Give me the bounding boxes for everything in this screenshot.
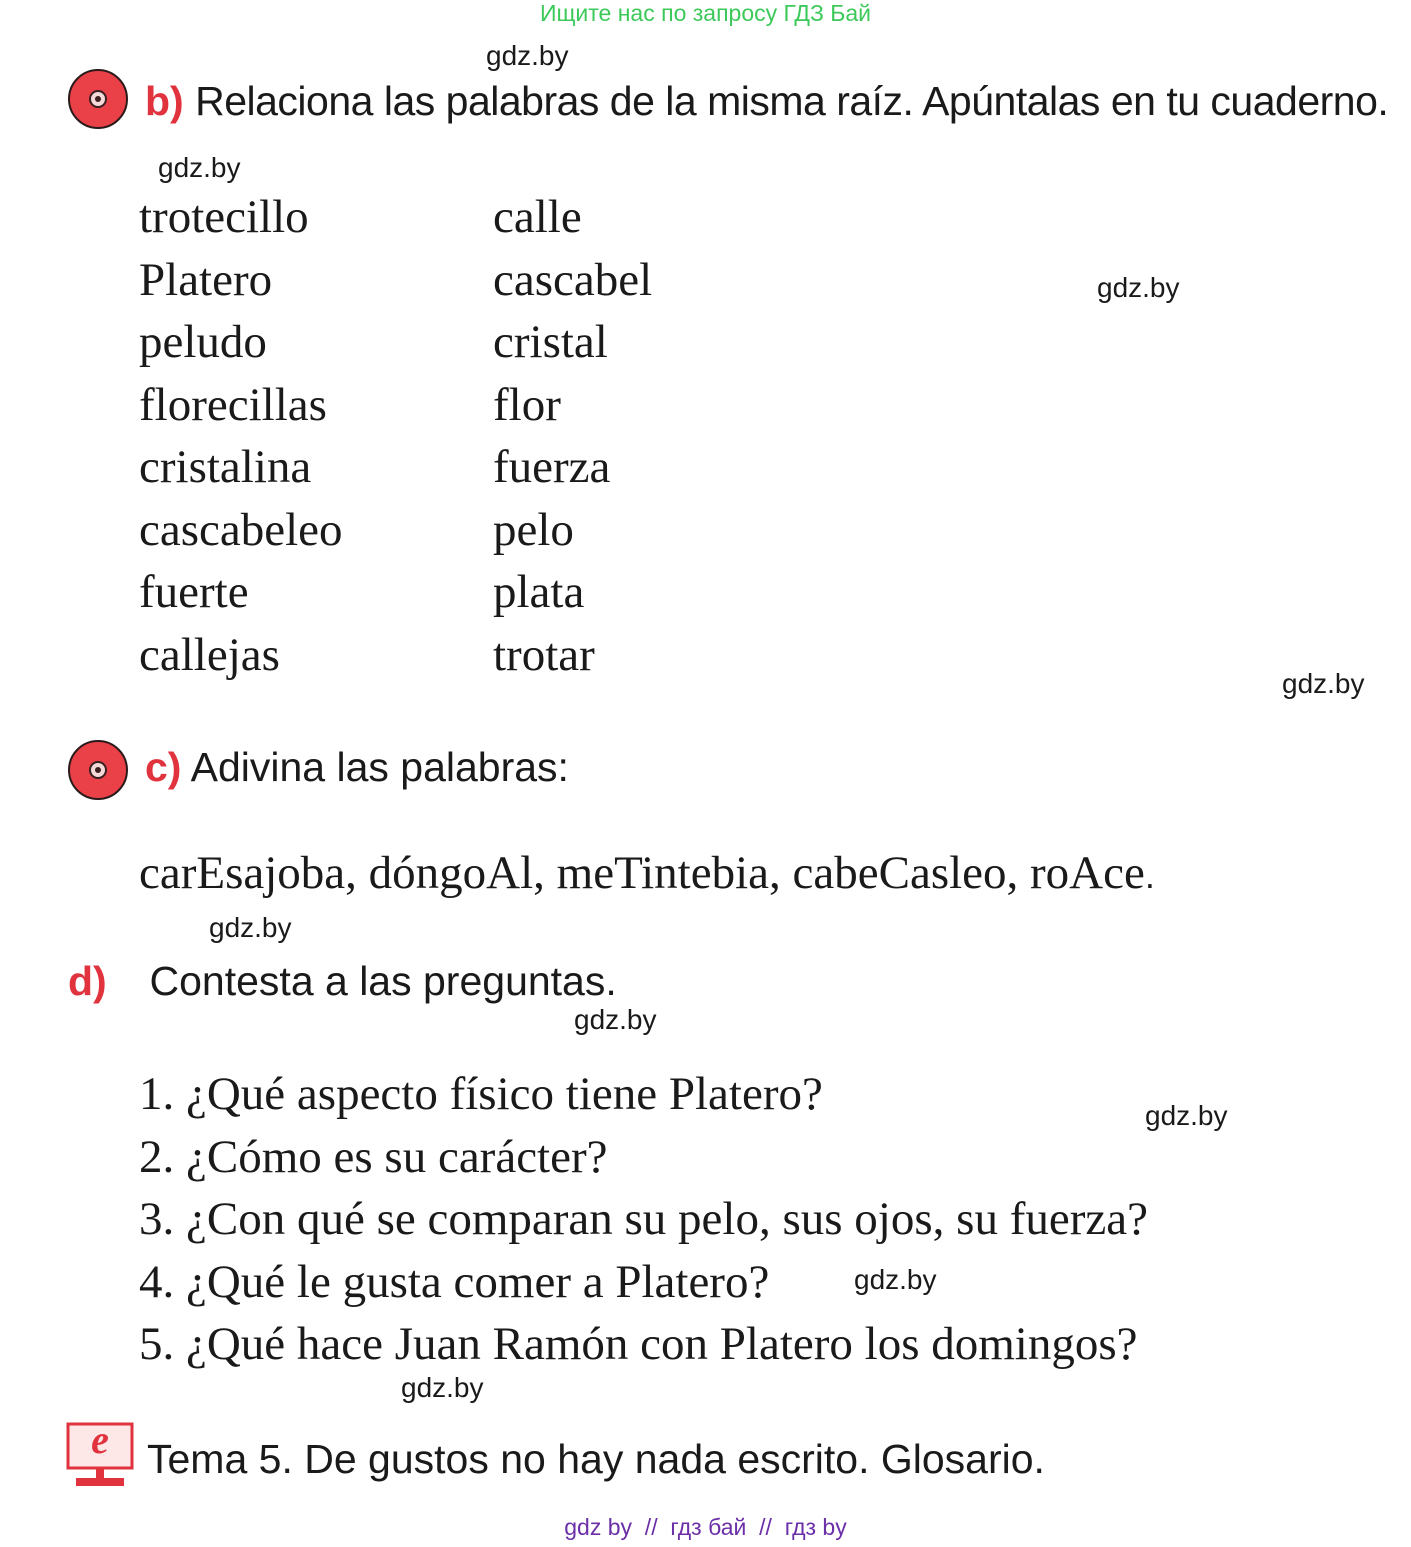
word-item: florecillas <box>139 378 327 431</box>
exercise-letter: c) <box>145 744 182 790</box>
watermark: gdz.by <box>574 1004 657 1035</box>
word-item: cascabeleo <box>139 503 343 556</box>
question-item: 5. ¿Qué hace Juan Ramón con Platero los domingos? <box>139 1318 1138 1370</box>
exercise-c-heading <box>145 744 569 791</box>
e-learning-monitor-icon[interactable] <box>66 1417 134 1490</box>
top-banner[interactable]: Ищите нас по запросу ГДЗ Бай <box>539 0 872 26</box>
question-item: 2. ¿Cómo es su carácter? <box>139 1130 608 1183</box>
word-item: pelo <box>493 503 574 556</box>
watermark: gdz.by <box>209 912 292 943</box>
exercise-letter: d) <box>68 958 107 1004</box>
glossary-link[interactable]: Tema 5. De gustos no hay nada escrito. Glosario. <box>147 1436 1045 1482</box>
exercise-b-heading <box>145 78 1388 125</box>
watermark: gdz.by <box>401 1372 484 1403</box>
word-item: cristalina <box>139 441 312 493</box>
question-item: 1. ¿Qué aspecto físico tiene Platero? <box>139 1068 823 1120</box>
exercise-instruction: Relaciona las palabras de la misma raíz. Apúntalas en tu cuaderno. <box>195 78 1389 124</box>
word-item: peludo <box>139 316 267 368</box>
word-item: Platero <box>139 253 273 306</box>
word-item: callejas <box>139 628 280 681</box>
glossary-icon-letter: e <box>91 1417 109 1462</box>
watermark: gdz.by <box>1282 668 1365 699</box>
watermark: gdz.by <box>854 1264 937 1295</box>
word-item: fuerza <box>493 441 611 493</box>
scrambled-words-period: . <box>1144 855 1155 896</box>
watermark: gdz.by <box>1145 1100 1228 1131</box>
word-item: cristal <box>493 316 608 368</box>
watermark: gdz.by <box>486 40 569 71</box>
right-word-column <box>493 186 652 686</box>
scrambled-words-text: carEsajoba, dóngoAl, meTintebia, cabeCasleo, roAce <box>139 847 1145 899</box>
scrambled-words <box>139 846 1155 900</box>
exercise-instruction: Adivina las palabras: <box>190 744 569 790</box>
question-item: 4. ¿Qué le gusta comer a Platero? <box>139 1255 770 1308</box>
word-item: trotar <box>493 628 595 681</box>
audio-disc-icon[interactable] <box>68 69 128 129</box>
question-list <box>139 1063 1148 1376</box>
word-item: calle <box>493 191 582 243</box>
word-item: trotecillo <box>139 191 309 243</box>
watermark: gdz.by <box>1097 272 1180 303</box>
exercise-instruction: Contesta a las preguntas. <box>149 958 617 1004</box>
exercise-letter: b) <box>145 78 184 124</box>
question-item: 3. ¿Con qué se comparan su pelo, sus ojos, su fuerza? <box>139 1193 1148 1245</box>
word-item: plata <box>493 566 585 618</box>
word-item: cascabel <box>493 253 653 306</box>
word-item: flor <box>493 378 561 431</box>
exercise-d-heading <box>68 958 617 1005</box>
footer-text[interactable]: gdz by // гдз бай // гдз by <box>564 1514 847 1540</box>
audio-disc-icon[interactable] <box>68 740 128 800</box>
word-item: fuerte <box>139 566 249 618</box>
left-word-column <box>139 186 343 686</box>
watermark: gdz.by <box>158 152 241 183</box>
footer-links <box>0 1514 1411 1541</box>
